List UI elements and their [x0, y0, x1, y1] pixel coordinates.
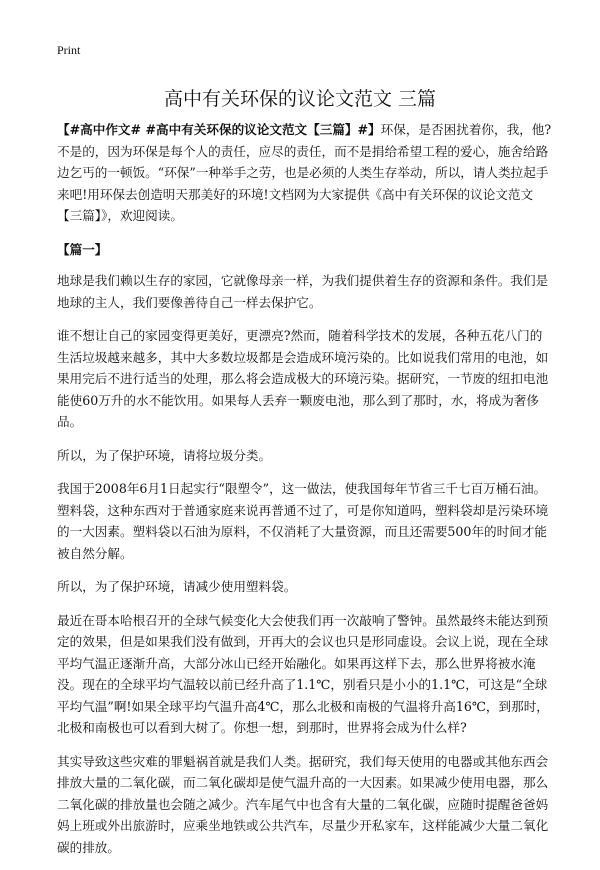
- article-body: [57, 119, 552, 870]
- paragraph: 谁不想让自己的家园变得更美好，更漂亮?然而，随着科学技术的发展，各种五花八门的生活垃圾越来越多，其中大多数垃圾都是会造成环境污染的。比如说我们常用的电池，如果用完后不进行适当的处理，那么将会造成极大的环境污染。据研究，一节废的纽扣电池能使60万升的水不能饮用。如果每人丢弃一颗废电池，那么到了那时，水，将成为奢侈品。: [57, 328, 549, 429]
- paragraph: 所以，为了保护环境，请减少使用塑料袋。: [57, 579, 297, 594]
- paragraph: 其实导致这些灾难的罪魁祸首就是我们人类。据研究，我们每天使用的电器或其他东西会排放大量的二氧化碳，而二氧化碳却是使气温升高的一大因素。如果减少使用电器，那么二氧化碳的排放量也会随之减少。汽车尾气中也含有大量的二氧化碳，应随时提醒爸爸妈妈上班或外出旅游时，应乘坐地铁或公共汽车，尽量少开私家车，这样能减少大量二氧化碳的排放。: [57, 753, 549, 855]
- document-title: 高中有关环保的议论文范文 三篇: [163, 88, 437, 110]
- intro-lead: 【#高中作文# #高中有关环保的议论文范文【三篇】#】: [57, 122, 381, 137]
- intro-paragraph: [57, 119, 552, 227]
- paragraph: 地球是我们赖以生存的家园，它就像母亲一样，为我们提供着生存的资源和条件。我们是地球的主人，我们要像善待自己一样去保护它。: [57, 273, 549, 310]
- intro-text: 环保，是否困扰着你，我，他?不是的，因为环保是每个人的责任，应尽的责任，而不是捐给希望工程的爱心，施舍给路边乞丐的一顿饭。“环保”一种举手之劳，也是必须的人类生存举动，所以，请人类拉起手来吧!用环保去创造明天那美好的环境!文档网为大家提供《高中有关环保的议论文范文【三篇】》，欢迎阅读。: [57, 122, 552, 223]
- print-link[interactable]: Print: [57, 43, 81, 57]
- section-heading: 【篇一】: [57, 241, 108, 257]
- paragraph: 最近在哥本哈根召开的全球气候变化大会使我们再一次敲响了警钟。虽然最终未能达到预定的效果，但是如果我们没有做到，开再大的会议也只是形同虚设。会议上说，现在全球平均气温正逐渐升高，大部分冰山已经开始融化。如果再这样下去，那么世界将被水淹没。现在的全球平均气温较以前已经升高了1.1℃，别看只是小小的1.1℃，可这是“全球平均气温”啊!如果全球平均气温升高4℃，那么北极和南极的气温将升高16℃，到那时，北极和南极也可以看到大树了。你想一想，到那时，世界将会成为什么样?: [57, 612, 549, 735]
- paragraph: 所以，为了保护环境，请将垃圾分类。: [57, 447, 272, 463]
- paragraph: 我国于2008年6月1日起实行“限塑令”，这一做法，使我国每年节省三千七百万桶石油。塑料袋，这种东西对于普通家庭来说再普通不过了，可是你知道吗，塑料袋却是污染环境的一大因素。塑料袋以石油为原料，不仅消耗了大量资源，而且还需要500年的时间才能被自然分解。: [57, 481, 549, 561]
